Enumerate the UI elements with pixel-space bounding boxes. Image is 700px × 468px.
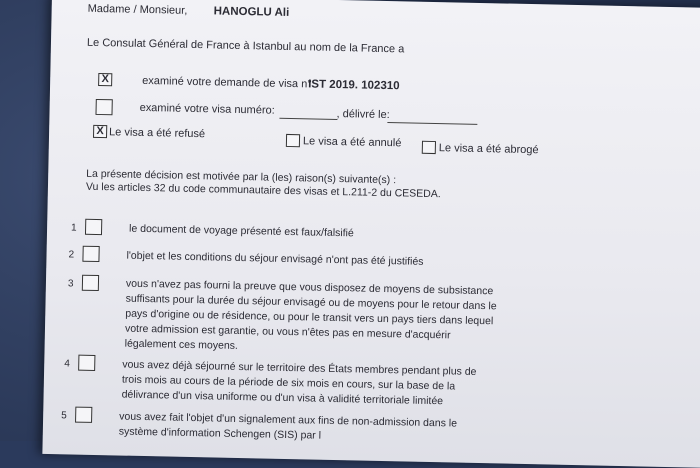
annulled-checkbox[interactable]: [286, 134, 300, 147]
visa-request-number: IST 2019. 102310: [308, 78, 400, 93]
reason-line: vous avez fait l'objet d'un signalement aux fins de non-admission dans le: [119, 410, 458, 430]
reason-line: système d'information Schengen (SIS) par l: [118, 425, 322, 442]
reason-number: 5: [61, 410, 67, 422]
reason-2-checkbox[interactable]: [82, 246, 99, 262]
reason-line: vous n'avez pas fourni la preuve que vous disposez de moyens de subsistance: [125, 277, 494, 298]
reason-line: pays d'origine ou de résidence, ou pour le transit vers un pays tiers dans lequel: [125, 307, 494, 328]
examined-request-checkbox[interactable]: [98, 73, 112, 86]
checkbox-mark: X: [101, 73, 110, 86]
reason-line: vous avez déjà séjourné sur le territoire des États membres pendant plus de: [122, 358, 477, 378]
reason-1-checkbox[interactable]: [85, 219, 102, 235]
reason-5-text: [119, 410, 457, 447]
refused-checkbox[interactable]: [93, 125, 107, 138]
refusal-letter: [42, 0, 700, 468]
salutation: Madame / Monsieur,: [87, 2, 188, 17]
reason-number: 1: [70, 222, 77, 234]
reason-line: trois mois au cours de la période de six mois en cours, sur la base de la: [121, 373, 456, 393]
applicant-name: HANOGLU Ali: [213, 5, 290, 19]
reason-line: le document de voyage présenté est faux/falsifié: [128, 222, 354, 240]
reason-number: 2: [68, 249, 75, 261]
reason-4-text: [121, 358, 476, 410]
examined-visa-checkbox[interactable]: [95, 99, 112, 115]
reason-line: l'objet et les conditions du séjour envisagé n'ont pas été justifiés: [126, 249, 424, 268]
reason-5-checkbox[interactable]: [75, 407, 92, 423]
delivered-date-blank: [387, 122, 477, 125]
intro-text: Le Consulat Général de France à Istanbul au nom de la France a: [86, 36, 405, 56]
reason-3-checkbox[interactable]: [82, 275, 99, 291]
motivation-line-1: La présente décision est motivée par la (les) raison(s) suivante(s) :: [86, 167, 397, 187]
reason-number: 4: [64, 358, 70, 370]
reason-4-checkbox[interactable]: [78, 355, 95, 371]
abrogated-label: Le visa a été abrogé: [438, 142, 539, 157]
reason-3-text: [125, 277, 498, 360]
checkbox-mark: X: [96, 124, 104, 138]
visa-number-blank: [279, 118, 337, 120]
motivation-line-2: Vu les articles 32 du code communautaire des visas et L.211-2 du CESEDA.: [85, 180, 441, 201]
reason-line: légalement ces moyens.: [124, 337, 239, 352]
refused-label: Le visa a été refusé: [108, 126, 206, 141]
reason-2-text: [126, 249, 423, 270]
reason-line: délivrance d'un visa uniforme ou d'un visa à validité territoriale limitée: [121, 388, 444, 408]
reason-number: 3: [67, 278, 74, 290]
reason-1-text: [129, 222, 354, 242]
reason-line: suffisants pour la durée du séjour envisagé ou de moyens pour le retour dans le: [125, 292, 497, 313]
reason-line: votre admission est garantie, ou vous n'êtes pas en mesure d'acquérir: [124, 322, 451, 342]
examined-visa-label: examiné votre visa numéro:: [139, 101, 275, 117]
delivered-label: , délivré le:: [336, 107, 390, 122]
examined-request-label: examiné votre demande de visa n°: [142, 74, 312, 91]
abrogated-checkbox[interactable]: [422, 141, 436, 154]
annulled-label: Le visa a été annulé: [302, 135, 402, 150]
